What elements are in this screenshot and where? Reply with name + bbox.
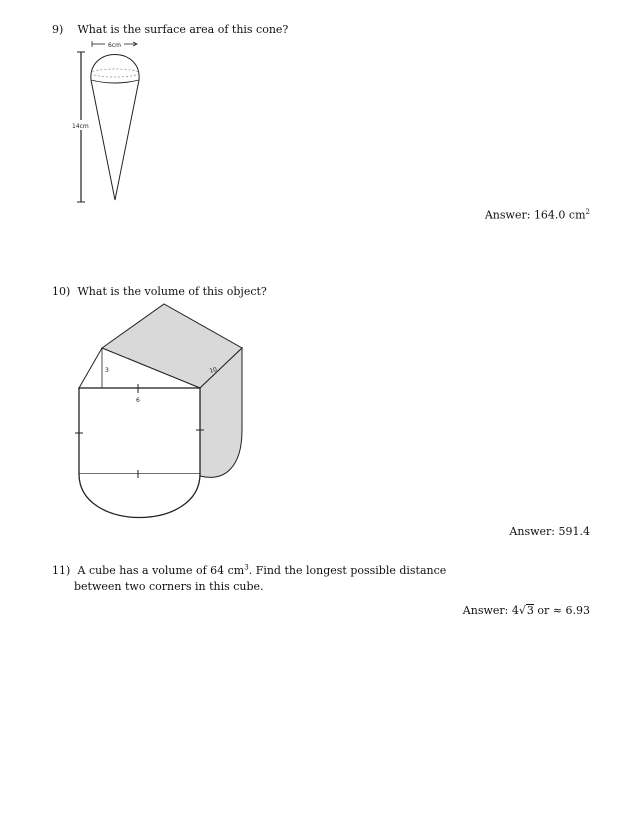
question-text-line1: A cube has a volume of 64 $cm^3$. Find the longest possible distance xyxy=(77,563,447,577)
question-number: 10) xyxy=(52,285,71,298)
question-10 xyxy=(52,284,267,300)
answer-10: Answer: 591.4 xyxy=(509,525,590,538)
question-number: 11) xyxy=(52,563,71,577)
sqrt-symbol: √ xyxy=(518,604,526,617)
composite-solid-figure xyxy=(74,300,254,526)
question-number: 9) xyxy=(52,23,64,36)
height-label: 3 xyxy=(105,367,109,374)
cone-width-label: 6cm xyxy=(108,42,121,49)
cone-figure xyxy=(60,36,160,208)
depth-label: 10 xyxy=(208,366,218,375)
width-label: 6 xyxy=(136,397,140,404)
question-11 xyxy=(52,562,446,595)
answer-11: Answer: 4√3 or ≈ 6.93 xyxy=(462,604,590,617)
answer-9: Answer: 164.0 $cm^2$ xyxy=(484,208,590,222)
question-text: What is the volume of this object? xyxy=(77,285,267,298)
cone-height-label: 14cm xyxy=(72,123,89,130)
question-text-line2: between two corners in this cube. xyxy=(74,579,264,593)
question-text: What is the surface area of this cone? xyxy=(77,23,289,36)
